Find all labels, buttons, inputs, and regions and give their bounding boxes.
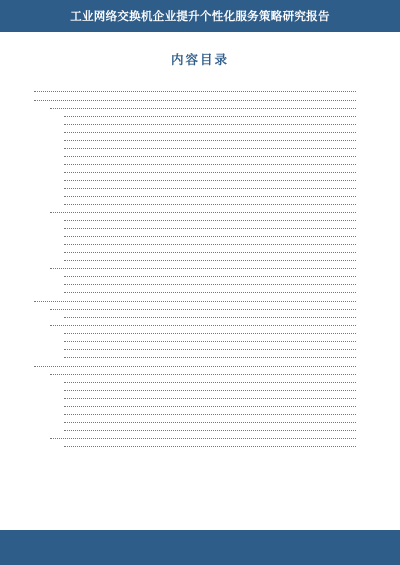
toc-dot-leader [34,301,356,302]
toc-dot-leader [34,91,356,92]
toc-dot-leader [64,430,356,431]
toc-entry[interactable] [32,262,358,270]
toc-dot-leader [64,292,356,293]
toc-dot-leader [50,309,356,310]
toc-dot-leader [64,124,356,125]
toc-entry[interactable] [32,368,358,376]
toc-entry[interactable] [32,166,358,174]
footer-band [0,530,400,565]
toc-entry[interactable] [32,278,358,286]
toc-entry[interactable] [32,238,358,246]
toc-dot-leader [64,116,356,117]
toc-entry[interactable] [32,198,358,206]
toc-entry[interactable] [32,343,358,351]
toc-chapter-entry[interactable] [32,295,358,303]
toc-entry[interactable] [32,222,358,230]
toc-entry[interactable] [32,303,358,311]
toc-entry[interactable] [32,335,358,343]
table-of-contents [32,84,358,448]
toc-entry[interactable] [32,230,358,238]
toc-dot-leader [64,446,356,447]
header-band [0,0,400,32]
toc-entry[interactable] [32,432,358,440]
toc-dot-leader [50,212,356,213]
toc-dot-leader [64,317,356,318]
toc-dot-leader [64,244,356,245]
toc-entry[interactable] [32,311,358,319]
toc-dot-leader [64,276,356,277]
toc-dot-leader [64,341,356,342]
toc-entry[interactable] [32,416,358,424]
toc-entry[interactable] [32,254,358,262]
toc-entry[interactable] [32,142,358,150]
toc-dot-leader [64,252,356,253]
toc-dot-leader [64,260,356,261]
document-title: 工业网络交换机企业提升个性化服务策略研究报告 [70,9,330,23]
toc-entry[interactable] [32,102,358,110]
toc-dot-leader [64,228,356,229]
toc-dot-leader [50,108,356,109]
toc-dot-leader [50,325,356,326]
toc-entry[interactable] [32,424,358,432]
toc-entry[interactable] [32,400,358,408]
toc-dot-leader [64,398,356,399]
toc-entry[interactable] [32,150,358,158]
toc-dot-leader [64,172,356,173]
toc-entry[interactable] [32,246,358,254]
toc-chapter-entry[interactable] [32,85,358,93]
toc-entry[interactable] [32,182,358,190]
toc-dot-leader [64,390,356,391]
toc-heading: 内容目录 [170,52,229,67]
toc-dot-leader [64,236,356,237]
toc-dot-leader [64,188,356,189]
toc-dot-leader [64,422,356,423]
toc-dot-leader [64,204,356,205]
toc-chapter-entry[interactable] [32,94,358,102]
toc-dot-leader [50,374,356,375]
toc-dot-leader [64,220,356,221]
toc-entry[interactable] [32,408,358,416]
toc-entry[interactable] [32,158,358,166]
toc-dot-leader [64,156,356,157]
toc-entry[interactable] [32,214,358,222]
toc-entry[interactable] [32,319,358,327]
toc-entry[interactable] [32,174,358,182]
toc-dot-leader [64,132,356,133]
toc-dot-leader [64,284,356,285]
toc-entry[interactable] [32,376,358,384]
toc-dot-leader [50,438,356,439]
toc-dot-leader [64,382,356,383]
toc-dot-leader [64,357,356,358]
toc-dot-leader [64,196,356,197]
toc-chapter-entry[interactable] [32,360,358,368]
toc-entry[interactable] [32,270,358,278]
toc-entry[interactable] [32,206,358,214]
toc-dot-leader [64,148,356,149]
toc-dot-leader [64,349,356,350]
toc-dot-leader [64,333,356,334]
toc-dot-leader [64,406,356,407]
toc-dot-leader [34,100,356,101]
toc-entry[interactable] [32,392,358,400]
toc-entry[interactable] [32,134,358,142]
toc-dot-leader [64,140,356,141]
toc-entry[interactable] [32,384,358,392]
toc-entry[interactable] [32,126,358,134]
toc-dot-leader [64,180,356,181]
toc-dot-leader [64,164,356,165]
toc-entry[interactable] [32,118,358,126]
toc-entry[interactable] [32,286,358,294]
toc-entry[interactable] [32,110,358,118]
toc-dot-leader [64,414,356,415]
toc-entry[interactable] [32,440,358,448]
toc-entry[interactable] [32,327,358,335]
toc-entry[interactable] [32,351,358,359]
toc-dot-leader [50,268,356,269]
toc-entry[interactable] [32,190,358,198]
toc-dot-leader [34,366,356,367]
